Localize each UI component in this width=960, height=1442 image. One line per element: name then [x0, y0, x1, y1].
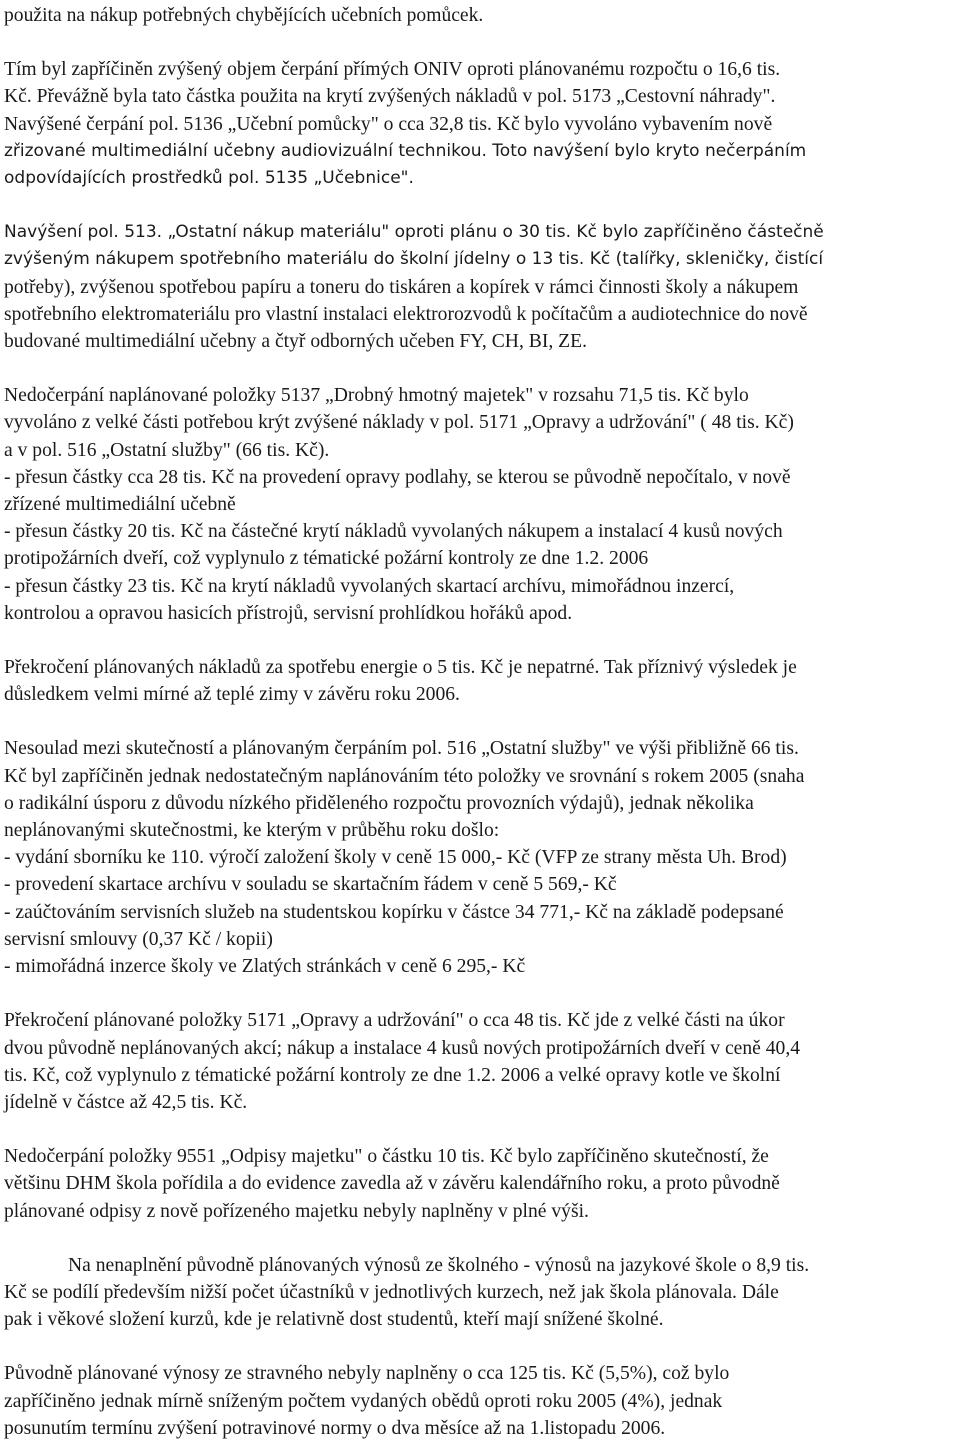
text-line: potřeby), zvýšenou spotřebou papíru a toneru do tiskáren a kopírek v rámci činnosti školy a nákupem — [4, 276, 799, 298]
text-line: Nesoulad mezi skutečností a plánovaným čerpáním pol. 516 „Ostatní služby" ve výši přibližně 66 tis. — [4, 738, 799, 760]
text-line: Kč byl zapříčiněn jednak nedostatečným naplánováním této položky ve srovnání s rokem 2005 (snaha — [4, 765, 805, 787]
text-line: odpovídajících prostředků pol. 5135 „Učebnice". — [4, 168, 414, 189]
text-line: servisní smlouvy (0,37 Kč / kopii) — [4, 928, 273, 950]
text-line: - přesun částky 20 tis. Kč na částečné krytí nákladů vyvolaných nákupem a instalací 4 kusů nových — [4, 521, 783, 543]
text-line: Tím byl zapříčiněn zvýšený objem čerpání přímých ONIV oproti plánovanému rozpočtu o 16,6 tis. — [4, 59, 781, 81]
text-line: tis. Kč, což vyplynulo z tématické požární kontroly ze dne 1.2. 2006 a velké opravy kotle ve školní — [4, 1064, 781, 1086]
paragraph-gap — [4, 980, 952, 1007]
paragraph-odpisy — [4, 1143, 952, 1225]
text-line: Kč se podílí především nižší počet účastníků v jednotlivých kurzech, než jak škola plánovala. Dále — [4, 1281, 779, 1303]
text-line: Nedočerpání položky 9551 „Odpisy majetku" o částku 10 tis. Kč bylo zapříčiněno skutečností, že — [4, 1146, 769, 1168]
text-line: - přesun částky cca 28 tis. Kč na provedení opravy podlahy, se kterou se původně nepočítalo, v nově — [4, 466, 791, 488]
text-line: Nedočerpání naplánované položky 5137 „Drobný hmotný majetek" v rozsahu 71,5 tis. Kč bylo — [4, 385, 749, 407]
text-line: - přesun částky 23 tis. Kč na krytí nákladů vyvolaných skartací archívu, mimořádnou inzercí, — [4, 575, 735, 597]
text-line: zřizované multimediální učebny audiovizuální technikou. Toto navýšení bylo kryto nečerpáním — [4, 140, 807, 161]
text-line: důsledkem velmi mírné až teplé zimy v závěru roku 2006. — [4, 684, 460, 706]
text-line: použita na nákup potřebných chybějících učebních pomůcek. — [4, 5, 484, 26]
text-line: jídelně v částce až 42,5 tis. Kč. — [4, 1091, 248, 1113]
text-line: Překročení plánovaných nákladů za spotřebu energie o 5 tis. Kč je nepatrné. Tak příznivý výsledek je — [4, 657, 797, 679]
text-line: neplánovanými skutečnostmi, ke kterým v průběhu roku došlo: — [4, 820, 500, 842]
paragraph-material — [4, 219, 952, 355]
paragraph-energie — [4, 654, 952, 708]
text-line: plánované odpisy z nově pořízeného majetku nebyly naplněny v plné výši. — [4, 1200, 589, 1222]
text-line: Původně plánované výnosy ze stravného nebyly naplněny o cca 125 tis. Kč (5,5%), což bylo — [4, 1363, 730, 1385]
paragraph-gap — [4, 29, 952, 56]
paragraph-gap — [4, 1225, 952, 1252]
paragraph-sluzby — [4, 735, 952, 980]
paragraph-intro — [4, 2, 952, 29]
paragraph-opravy — [4, 1007, 952, 1116]
text-line: Na nenaplnění původně plánovaných výnosů ze školného - výnosů na jazykové škole o 8,9 tis. — [68, 1254, 810, 1276]
text-line: vyvoláno z velké části potřebou krýt zvýšené náklady v pol. 5171 „Opravy a udržování" ( 48 tis. Kč) — [4, 412, 794, 434]
text-line: dvou původně neplánovaných akcí; nákup a instalace 4 kusů nových protipožárních dveří v ceně 40,4 — [4, 1037, 801, 1059]
text-line: zřízené multimediální učebně — [4, 494, 236, 516]
text-line: zapříčiněno jednak mírně sníženým počtem vydaných obědů oproti roku 2005 (4%), jednak — [4, 1390, 723, 1412]
paragraph-gap — [4, 355, 952, 382]
text-line: Překročení plánované položky 5171 „Opravy a udržování" o cca 48 tis. Kč jde z velké části na úkor — [4, 1010, 785, 1032]
text-line: budované multimediální učebny a čtyř odborných učeben FY, CH, BI, ZE. — [4, 331, 587, 353]
text-line: Navýšené čerpání pol. 5136 „Učební pomůcky" o cca 32,8 tis. Kč bylo vyvoláno vybavením nově — [4, 113, 773, 135]
paragraph-gap — [4, 192, 952, 219]
paragraph-gap — [4, 627, 952, 654]
text-line: - provedení skartace archívu v souladu se skartačním řádem v ceně 5 569,- Kč — [4, 874, 617, 896]
paragraph-gap — [4, 708, 952, 735]
paragraph-gap — [4, 1116, 952, 1143]
text-line: - vydání sborníku ke 110. výročí založení školy v ceně 15 000,- Kč (VFP ze strany města Uh. Brod) — [4, 847, 787, 869]
text-line: většinu DHM škola pořídila a do evidence zavedla až v závěru kalendářního roku, a proto původně — [4, 1173, 780, 1195]
text-line: - zaúčtováním servisních služeb na studentskou kopírku v částce 34 771,- Kč na základě podepsané — [4, 901, 784, 923]
paragraph-oniv — [4, 56, 952, 192]
text-line: posunutím termínu zvýšení potravinové normy o dva měsíce až na 1.listopadu 2006. — [4, 1417, 666, 1439]
text-line: a v pol. 516 „Ostatní služby" (66 tis. Kč). — [4, 439, 330, 461]
text-line: spotřebního elektromateriálu pro vlastní instalaci elektrorozvodů k počítačům a audiotechnice do nově — [4, 303, 808, 325]
text-line: - mimořádná inzerce školy ve Zlatých stránkách v ceně 6 295,- Kč — [4, 956, 526, 978]
text-line: o radikální úsporu z důvodu nízkého přiděleného rozpočtu provozních výdajů), jednak několika — [4, 792, 754, 814]
text-line: zvýšeným nákupem spotřebního materiálu do školní jídelny o 13 tis. Kč (talířky, skleničky, čistící — [4, 249, 824, 270]
text-line: Navýšení pol. 513. „Ostatní nákup materiálu" oproti plánu o 30 tis. Kč bylo zapříčiněno částečně — [4, 222, 824, 243]
paragraph-gap — [4, 1333, 952, 1360]
text-line: Kč. Převážně byla tato částka použita na krytí zvýšených nákladů v pol. 5173 „Cestovní náhrady". — [4, 86, 776, 108]
paragraph-stravne — [4, 1360, 952, 1442]
paragraph-skolne — [4, 1252, 952, 1334]
text-line: protipožárních dveří, což vyplynulo z tématické požární kontroly ze dne 1.2. 2006 — [4, 548, 649, 570]
text-line: pak i věkové složení kurzů, kde je relativně dost studentů, kteří mají snížené školné. — [4, 1309, 664, 1331]
text-line: kontrolou a opravou hasicích přístrojů, servisní prohlídkou hořáků apod. — [4, 602, 573, 624]
paragraph-majetek — [4, 382, 952, 627]
